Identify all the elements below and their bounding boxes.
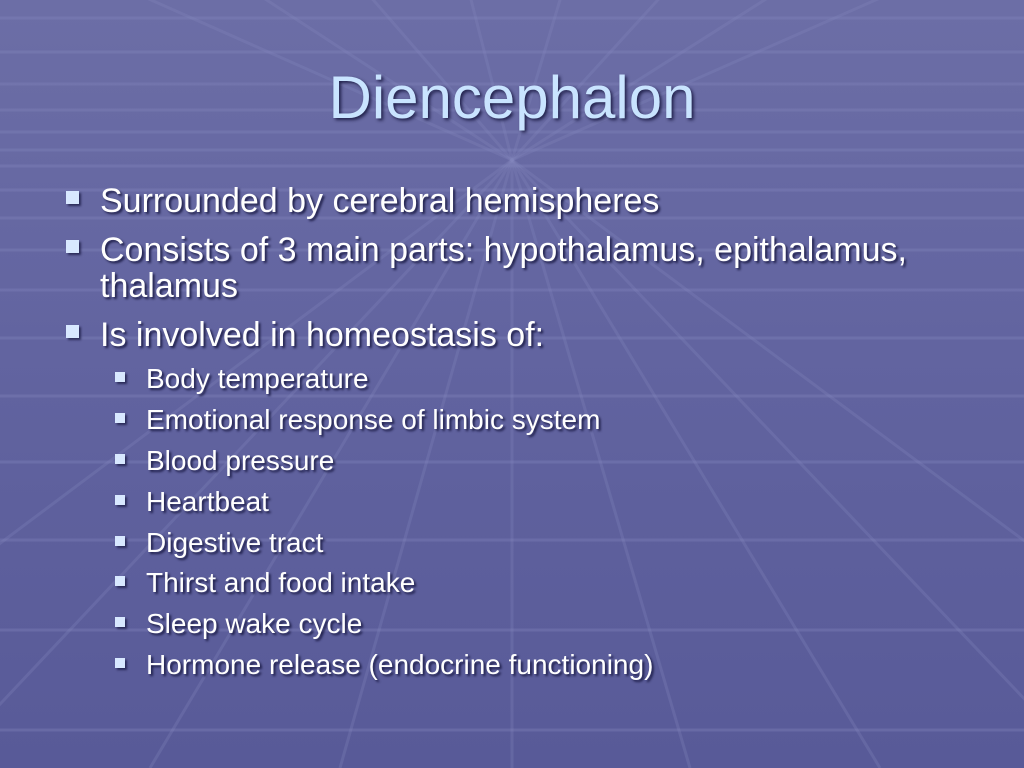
square-bullet-icon — [115, 495, 125, 505]
bullet-item — [66, 317, 966, 353]
sub-bullet-item — [115, 404, 975, 436]
square-bullet-icon — [66, 191, 79, 204]
sub-bullet-item — [115, 445, 975, 477]
slide-title: Diencephalon — [328, 64, 696, 131]
square-bullet-icon — [115, 372, 125, 382]
sub-bullet-text: Digestive tract — [146, 527, 324, 558]
sub-bullet-item — [115, 486, 975, 518]
sub-bullet-item — [115, 363, 975, 395]
sub-bullet-text: Body temperature — [146, 363, 369, 394]
sub-bullet-item — [115, 527, 975, 559]
square-bullet-icon — [115, 413, 125, 423]
sub-bullet-text: Emotional response of limbic system — [146, 404, 601, 435]
sub-bullet-text: Blood pressure — [146, 445, 335, 476]
bullet-text: Surrounded by cerebral hemispheres — [100, 182, 660, 220]
sub-bullet-text: Thirst and food intake — [146, 567, 416, 598]
sub-bullet-item — [115, 567, 975, 599]
square-bullet-icon — [66, 325, 79, 338]
sub-bullet-text: Sleep wake cycle — [146, 608, 363, 639]
square-bullet-icon — [115, 536, 125, 546]
square-bullet-icon — [115, 617, 125, 627]
square-bullet-icon — [115, 454, 125, 464]
bullet-text: Is involved in homeostasis of: — [100, 316, 545, 354]
bullet-text: Consists of 3 main parts: hypothalamus, epithalamus, thalamus — [100, 231, 907, 305]
sub-bullet-text: Heartbeat — [146, 486, 269, 517]
bullet-item — [66, 232, 966, 304]
square-bullet-icon — [115, 658, 125, 668]
square-bullet-icon — [115, 576, 125, 586]
sub-bullet-item — [115, 649, 975, 681]
sub-bullet-text: Hormone release (endocrine functioning) — [146, 649, 654, 680]
sub-bullet-item — [115, 608, 975, 640]
square-bullet-icon — [66, 240, 79, 253]
bullet-item — [66, 183, 966, 219]
